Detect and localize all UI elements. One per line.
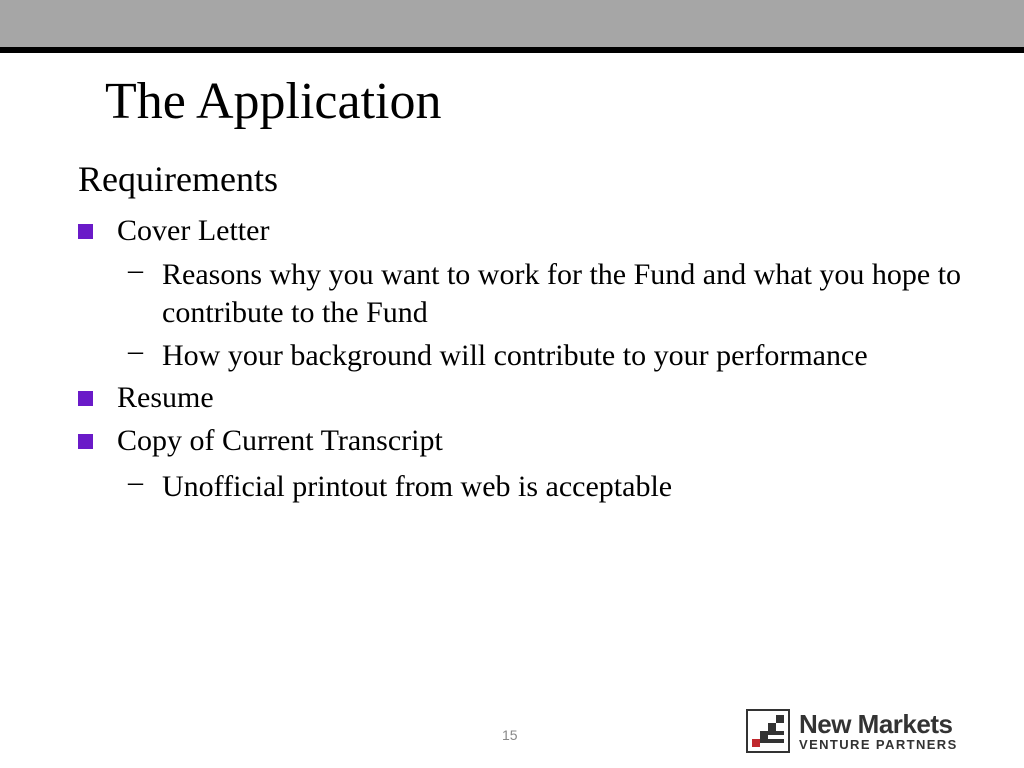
company-logo bbox=[746, 709, 976, 755]
header-rule bbox=[0, 47, 1024, 53]
header-band bbox=[0, 0, 1024, 47]
slide-subtitle: Requirements bbox=[78, 159, 278, 199]
list-item-label: Resume bbox=[117, 381, 214, 414]
sub-list-item-label: How your background will contribute to your performance bbox=[162, 339, 868, 372]
sub-list-item-label: Unofficial printout from web is acceptable bbox=[162, 470, 673, 503]
slide-title: The Application bbox=[105, 73, 442, 130]
square-bullet-icon bbox=[78, 434, 93, 449]
dash-icon: – bbox=[128, 253, 143, 286]
sub-list-item-label: Reasons why you want to work for the Fund and what you hope to contribute to the Fund bbox=[162, 258, 962, 329]
dash-icon: – bbox=[128, 334, 143, 367]
page-number: 15 bbox=[502, 727, 518, 743]
dash-icon: – bbox=[128, 465, 143, 498]
logo-subtitle: VENTURE PARTNERS bbox=[799, 737, 958, 752]
new-markets-logo-icon bbox=[746, 709, 790, 753]
list-item-label: Cover Letter bbox=[117, 214, 270, 247]
list-item-label: Copy of Current Transcript bbox=[117, 424, 443, 457]
square-bullet-icon bbox=[78, 391, 93, 406]
logo-name: New Markets bbox=[799, 709, 953, 739]
square-bullet-icon bbox=[78, 224, 93, 239]
